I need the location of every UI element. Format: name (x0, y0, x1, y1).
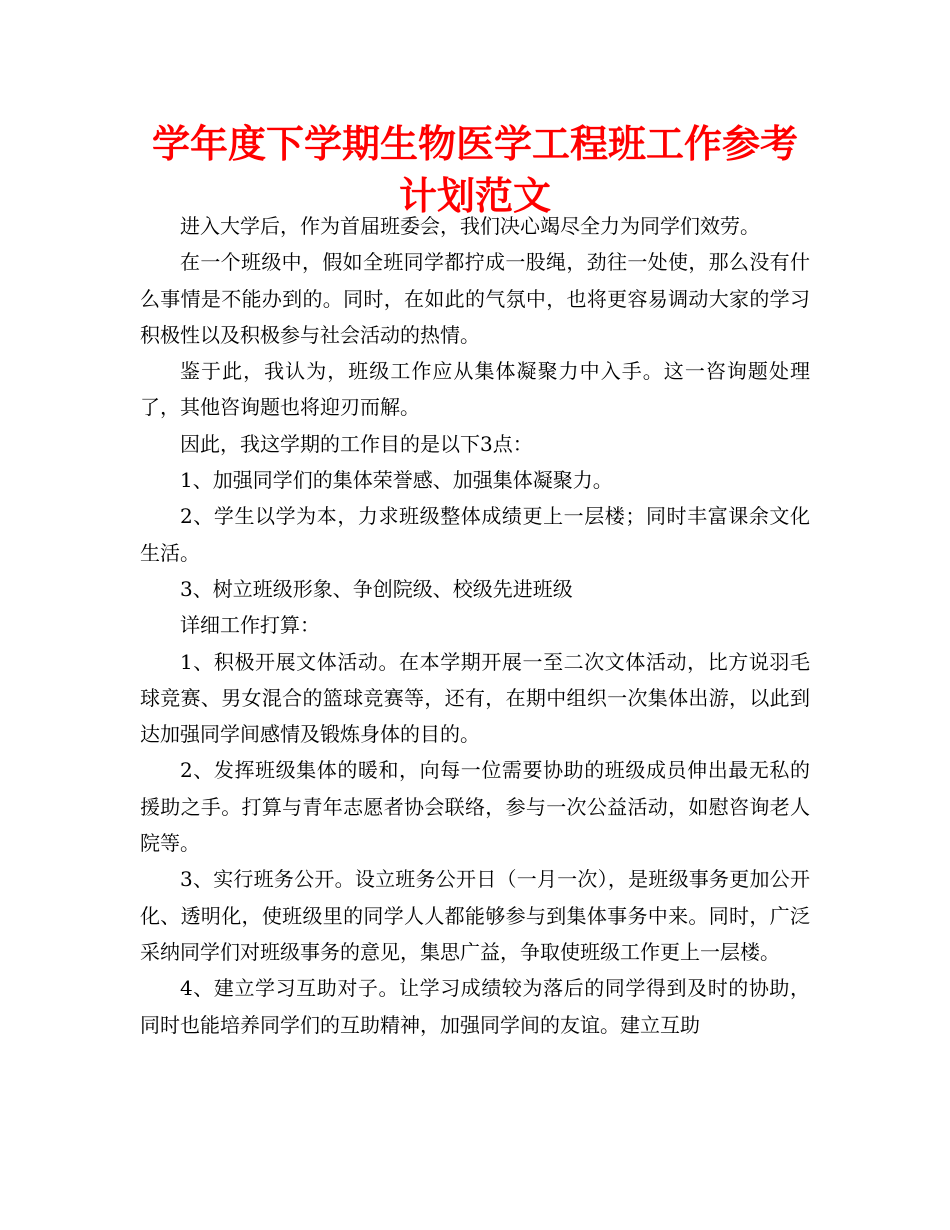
paragraph: 因此，我这学期的工作目的是以下3点： (180, 431, 533, 456)
paragraph: 1、加强同学们的集体荣誉感、加强集体凝聚力。 (180, 468, 613, 493)
paragraph: 3、实行班务公开。设立班务公开日（一月一次），是班级事务更加公开化、透明化，使班级里的同学人人都能够参与到集体事务中来。同时，广泛采纳同学们对班级事务的意见，集思广益，争取使班级工作更上一层楼。 (140, 867, 810, 964)
paragraph: 详细工作打算： (180, 613, 320, 638)
paragraph: 1、积极开展文体活动。在本学期开展一至二次文体活动，比方说羽毛球竞赛、男女混合的篮球竞赛等，还有，在期中组织一次集体出游，以此到达加强同学间感情及锻炼身体的目的。 (140, 649, 810, 747)
paragraph: 鉴于此，我认为，班级工作应从集体凝聚力中入手。这一咨询题处理了，其他咨询题也将迎刃而解。 (140, 359, 810, 420)
paragraph: 4、建立学习互助对子。让学习成绩较为落后的同学得到及时的协助，同时也能培养同学们的互助精神，加强同学间的友谊。建立互助 (140, 976, 810, 1037)
paragraph: 进入大学后，作为首届班委会，我们决心竭尽全力为同学们效劳。 (180, 214, 760, 238)
document-title: 学年度下学期生物医学工程班工作参考计划范文 (151, 121, 798, 218)
paragraph: 3、树立班级形象、争创院级、校级先进班级 (180, 576, 573, 601)
document-body (140, 208, 810, 1043)
paragraph: 2、发挥班级集体的暖和，向每一位需要协助的班级成员伸出最无私的援助之手。打算与青年志愿者协会联络，参与一次公益活动，如慰咨询老人院等。 (140, 758, 810, 856)
paragraph: 2、学生以学为本，力求班级整体成绩更上一层楼；同时丰富课余文化生活。 (140, 504, 810, 565)
paragraph: 在一个班级中，假如全班同学都拧成一股绳，劲往一处使，那么没有什么事情是不能办到的。同时，在如此的气氛中，也将更容易调动大家的学习积极性以及积极参与社会活动的热情。 (140, 250, 810, 347)
